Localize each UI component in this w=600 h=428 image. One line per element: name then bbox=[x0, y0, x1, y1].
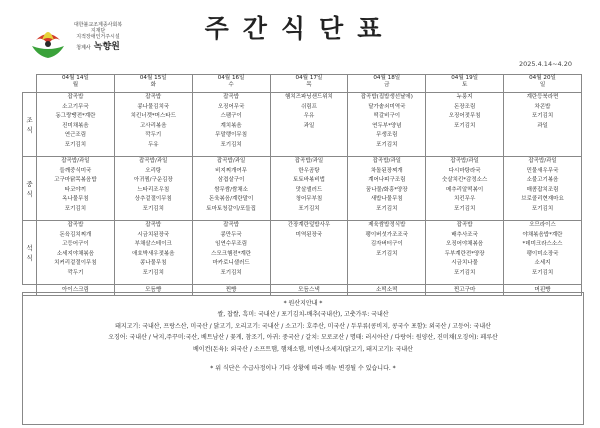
day-date: 04월 18일 bbox=[373, 75, 401, 81]
menu-item: 계치볶음 bbox=[220, 122, 242, 129]
menu-item: 오징어야채볶음 bbox=[446, 241, 484, 248]
menu-item: 차콘밥 bbox=[534, 103, 551, 110]
menu-item: 부채살스테이크 bbox=[134, 241, 172, 248]
menu-item: 콩나물무침 bbox=[139, 260, 167, 267]
menu-item: 누룽지 bbox=[456, 94, 473, 100]
menu-item: 애호박새우젓볶음 bbox=[132, 250, 175, 257]
menu-item: 소세지야채볶음 bbox=[56, 250, 95, 257]
menu-item: 마카로니샐러드 bbox=[212, 260, 250, 267]
notes-footer: * 위 식단은 수급사정이나 기타 상황에 따라 메뉴 변경될 수 있습니다. * bbox=[210, 365, 396, 373]
snack-item: 머핀빵 bbox=[504, 285, 582, 296]
menu-item: 치킨너겟*머스타드 bbox=[130, 113, 176, 120]
day-date: 04월 15일 bbox=[139, 75, 167, 81]
menu-item: 진미채볶음 bbox=[62, 122, 89, 129]
menu-item: 포기김치 bbox=[142, 205, 164, 212]
menu-item: 치킨무우 bbox=[454, 196, 476, 203]
menu-cell bbox=[504, 93, 582, 157]
header bbox=[0, 0, 600, 72]
page-title: 주간식단표 bbox=[204, 14, 396, 43]
day-header bbox=[426, 75, 504, 93]
notes-line: 쌀, 찹쌀, 흑미: 국내산 / 포기김치-배추(국내산), 고춧가루: 국내산 bbox=[217, 311, 389, 319]
meal-label-char: 식 bbox=[26, 253, 33, 262]
menu-item: 들깨중식미국 bbox=[59, 167, 92, 174]
menu-item: 한우곰탕 bbox=[298, 167, 320, 174]
menu-item: 포기김치 bbox=[376, 141, 398, 148]
day-of-week: 목 bbox=[306, 82, 312, 88]
day-header bbox=[504, 75, 582, 93]
menu-item: 두유 bbox=[147, 141, 159, 148]
menu-item: 과일 bbox=[537, 122, 548, 129]
menu-item: 포기김치 bbox=[64, 205, 87, 212]
meal-row bbox=[23, 221, 582, 285]
menu-cell bbox=[426, 157, 504, 221]
snack-item: 찐빵 bbox=[192, 285, 270, 296]
menu-item: 고사리볶음 bbox=[139, 122, 167, 129]
menu-cell bbox=[114, 221, 192, 285]
menu-item: 팽이버섯가조조국 bbox=[365, 231, 409, 238]
menu-cell bbox=[270, 221, 348, 285]
day-header bbox=[114, 75, 192, 93]
menu-cell bbox=[114, 93, 192, 157]
menu-item: 잡곡밥/과일 bbox=[450, 158, 479, 164]
menu-item: 김자버터구이 bbox=[370, 241, 403, 248]
menu-item: 포기김치 bbox=[376, 250, 398, 257]
menu-item: 비지찌개여무 bbox=[215, 167, 248, 174]
meal-label bbox=[23, 93, 37, 157]
menu-item: 옥나물무침 bbox=[62, 196, 89, 203]
menu-item: 달가솥쇠미역국 bbox=[368, 103, 406, 110]
menu-cell bbox=[192, 221, 270, 285]
menu-cell bbox=[114, 157, 192, 221]
meal-row bbox=[23, 157, 582, 221]
menu-item: 민물새우무국 bbox=[526, 167, 559, 174]
day-date: 04월 19일 bbox=[451, 75, 479, 81]
day-header-row bbox=[23, 75, 582, 93]
menu-item: 오므라이스 bbox=[529, 222, 556, 228]
day-of-week: 일 bbox=[539, 82, 546, 88]
day-date: 04월 20일 bbox=[529, 75, 556, 81]
menu-item: 삼겹살구이 bbox=[217, 177, 245, 184]
menu-item: 포기김치 bbox=[142, 269, 164, 276]
menu-item: 계란등북라면 bbox=[526, 94, 559, 100]
menu-item: 소고기무국 bbox=[62, 103, 89, 110]
notes-line: 돼지고기: 국내산, 프랑스산, 미국산 / 닭고기, 오리고기: 국내산 / 소고기: 호주산, 미국산 / 두부류(콩비지, 콩국수 포함): 외국산 / 고등어: 국내산 bbox=[115, 322, 491, 330]
menu-item: 쌈무쌈/쌈채소 bbox=[214, 186, 248, 193]
snack-item: 소떡소떡 bbox=[348, 285, 426, 296]
menu-item: 깍두기 bbox=[145, 132, 162, 139]
menu-item: 쉬림프 bbox=[300, 103, 317, 110]
meal-label-char: 중 bbox=[26, 179, 33, 188]
menu-item: 고등어구이 bbox=[62, 241, 89, 248]
menu-item: 오리탕 bbox=[145, 167, 162, 174]
menu-item: 시금치된장국 bbox=[137, 231, 170, 238]
menu-item: 소세지 bbox=[534, 260, 551, 267]
weekly-menu-table bbox=[22, 74, 582, 296]
menu-item: 무말랭이무침 bbox=[215, 132, 248, 139]
menu-item: 포기김치 bbox=[454, 269, 476, 276]
menu-item: 팽이미소장국 bbox=[526, 250, 559, 257]
snack-item: 찐고구마 bbox=[426, 285, 504, 296]
menu-item: 다시마탕라국 bbox=[448, 167, 481, 174]
day-header bbox=[37, 75, 115, 93]
menu-cell bbox=[348, 221, 426, 285]
meal-label bbox=[23, 157, 37, 221]
menu-item: 잡곡밥 bbox=[145, 94, 162, 100]
menu-item: 콩나물김치국 bbox=[137, 103, 170, 110]
menu-cell bbox=[270, 157, 348, 221]
day-of-week: 수 bbox=[228, 82, 234, 88]
menu-item: 연두부*양념 bbox=[372, 122, 402, 129]
menu-item: 잡곡밥 bbox=[145, 222, 162, 228]
menu-cell bbox=[426, 221, 504, 285]
menu-item: 미역된장국 bbox=[295, 231, 323, 238]
menu-cell bbox=[37, 221, 115, 285]
menu-item: 잡곡밥 bbox=[223, 222, 240, 228]
menu-item: 고구마닭목볶음밥 bbox=[54, 177, 97, 184]
menu-item: 돈장조림 bbox=[454, 103, 476, 110]
menu-item: 잡곡밥/과일 bbox=[61, 158, 90, 164]
snack-item: 모듬스낵 bbox=[270, 285, 348, 296]
org-line-1: 대한불교조계종사회복지재단 bbox=[73, 22, 123, 35]
menu-item: 임연수무조림 bbox=[215, 241, 248, 248]
menu-cell bbox=[192, 93, 270, 157]
menu-item: 맛살샐러드 bbox=[295, 186, 323, 193]
menu-cell bbox=[348, 93, 426, 157]
menu-item: 치커리겉절이무침 bbox=[54, 260, 97, 267]
menu-item: 포기김치 bbox=[454, 205, 476, 212]
menu-cell bbox=[348, 157, 426, 221]
menu-cell bbox=[270, 93, 348, 157]
menu-item: 콩만두국 bbox=[220, 231, 242, 238]
menu-cell bbox=[504, 157, 582, 221]
day-date: 04월 16일 bbox=[217, 75, 245, 81]
menu-item: 포기김치 bbox=[531, 205, 554, 212]
menu-item: 포기김치 bbox=[64, 141, 87, 148]
menu-item: 포기김치 bbox=[220, 269, 242, 276]
menu-item: 잡곡밥/과일 bbox=[294, 158, 324, 164]
menu-item: 돈육볶음/계란말이 bbox=[208, 196, 254, 203]
meal-label-char: 석 bbox=[26, 243, 33, 252]
menu-item: 연근조림 bbox=[64, 132, 87, 139]
menu-item: 포기김치 bbox=[531, 269, 554, 276]
menu-item: 꿈나물/화흥*양장 bbox=[365, 186, 408, 193]
day-date: 04월 17일 bbox=[295, 75, 323, 81]
menu-item: 매콤잡치조림 bbox=[526, 186, 559, 193]
day-of-week: 금 bbox=[384, 82, 390, 88]
menu-item: 포기김치 bbox=[531, 113, 554, 120]
menu-item: 상추겉절이무침 bbox=[134, 196, 172, 203]
day-header bbox=[348, 75, 426, 93]
menu-item: 간장계란덮밥사우 bbox=[287, 222, 331, 228]
menu-period: 2025.4.14~4.20 bbox=[519, 60, 572, 68]
meal-label-char: 식 bbox=[26, 189, 33, 198]
menu-item: 우유 bbox=[303, 113, 315, 120]
org-main-name: 녹향원 bbox=[93, 41, 120, 52]
menu-item: 포기김치 bbox=[454, 122, 476, 129]
menu-cell bbox=[37, 93, 115, 157]
corner-cell bbox=[23, 75, 37, 93]
menu-item: 깍두기 bbox=[67, 269, 84, 276]
menu-item: 소불고기볶음 bbox=[526, 177, 559, 184]
menu-item: 무생조림 bbox=[376, 132, 398, 139]
menu-item: 시금치나물 bbox=[451, 260, 478, 267]
meal-label bbox=[23, 221, 37, 285]
menu-item: 오징어젓무침 bbox=[448, 113, 481, 120]
meal-label-char: 조 bbox=[26, 115, 33, 124]
menu-item: 스팸구이 bbox=[220, 113, 242, 120]
day-header bbox=[270, 75, 348, 93]
menu-item: 잡곡밥/과일 bbox=[372, 158, 401, 164]
menu-item: 햄치즈파닝샌드위치 bbox=[285, 94, 333, 100]
menu-item: 잡곡밥 bbox=[67, 222, 84, 228]
notes-line: 베이컨(돈육): 외국산 / 소프트햄, 햄채소햄, 비엔나소세지(닭고기, 돼지고기): 국내산 bbox=[193, 345, 413, 353]
day-of-week: 화 bbox=[150, 82, 156, 88]
menu-item: 차돌된장찌개 bbox=[370, 167, 403, 174]
menu-item: 잡곡밥 bbox=[67, 94, 84, 100]
menu-item: 잡곡밥/과일 bbox=[528, 158, 557, 164]
menu-item: 동그랑땡전*계란 bbox=[55, 113, 96, 120]
menu-item: 포기김치 bbox=[376, 205, 398, 212]
day-of-week: 월 bbox=[72, 82, 79, 88]
menu-item: 제육쌈밥정식밥 bbox=[368, 222, 406, 228]
snack-item: 모듬빵 bbox=[114, 285, 192, 296]
meal-row bbox=[23, 93, 582, 157]
menu-item: 브로콜리현재마요 bbox=[521, 196, 564, 203]
menu-item: 배추사조국 bbox=[451, 231, 478, 238]
notes-title: * 원산지안내 * bbox=[283, 300, 323, 307]
org-line-2: 지적장애인거주시설 bbox=[76, 34, 120, 41]
menu-item: 스모크햄전*계란 bbox=[211, 250, 252, 257]
origin-notes bbox=[22, 292, 584, 425]
menu-item: 포기김치 bbox=[298, 205, 320, 212]
menu-item: 떡갈비구이 bbox=[373, 113, 401, 120]
menu-cell bbox=[504, 221, 582, 285]
menu-cell bbox=[426, 93, 504, 157]
menu-item: 청어무부침 bbox=[295, 196, 323, 203]
menu-item: 새밥나물무침 bbox=[370, 196, 403, 203]
meal-label-char: 식 bbox=[26, 125, 33, 134]
menu-item: 포기김치 bbox=[220, 141, 242, 148]
menu-item: 토마토청갈이/포들집 bbox=[206, 205, 256, 212]
menu-item: 메추리알떡볶이 bbox=[446, 186, 484, 193]
menu-item: 숫살치킨*감정소스 bbox=[442, 177, 488, 184]
menu-item: 잡곡밥/과일 bbox=[216, 158, 246, 164]
menu-item: 잡곡밥 bbox=[456, 222, 473, 228]
menu-item: 잡곡밥/과일 bbox=[139, 158, 168, 164]
day-date: 04월 14일 bbox=[62, 75, 89, 81]
menu-item: 잡곡밥 bbox=[223, 94, 240, 100]
menu-cell bbox=[192, 157, 270, 221]
menu-cell bbox=[37, 157, 115, 221]
menu-item: 토토바볶비법 bbox=[293, 177, 325, 184]
menu-item: 오징어무국 bbox=[217, 103, 245, 110]
menu-item: 느타리조우침 bbox=[137, 186, 170, 193]
menu-item: 돈육김치찌개 bbox=[59, 231, 92, 238]
menu-item: 아귀찜/구운김장 bbox=[133, 177, 173, 184]
menu-item: 타코야끼 bbox=[64, 186, 87, 193]
menu-item: 계어나피구조림 bbox=[368, 177, 406, 184]
menu-item: 잡곡밥(집밥생선날에) bbox=[360, 94, 413, 100]
day-header bbox=[192, 75, 270, 93]
org-prefix: 청계사 bbox=[76, 44, 91, 51]
notes-line: 오징어: 국내산 / 낙지,주꾸미:국산, 베트남산 / 꽃게, 참조기, 아귀: 중국산 / 갈치: 모로코산 / 명태: 러시아산 / 다랑어: 원양산, 진미채(오징어): 페루산 bbox=[108, 334, 498, 342]
day-of-week: 토 bbox=[461, 82, 468, 88]
menu-item: 과일 bbox=[303, 122, 315, 129]
menu-item: 두부계란전*양장 bbox=[444, 250, 485, 257]
snack-item: 아이스크림 bbox=[37, 285, 115, 296]
menu-item: 야채볶음밥*계란 bbox=[522, 231, 563, 238]
menu-item: *데미크라스소스 bbox=[522, 241, 563, 248]
